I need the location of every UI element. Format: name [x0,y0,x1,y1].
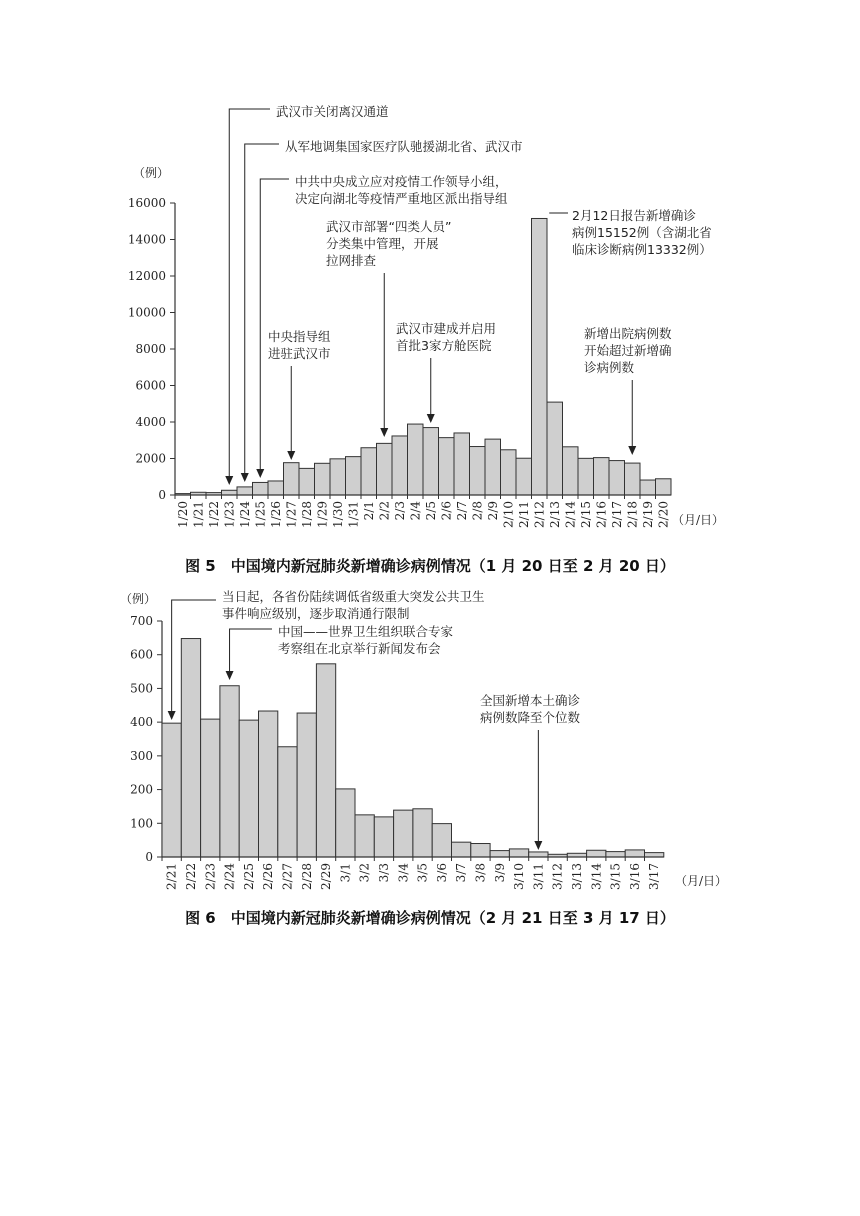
y-tick-label: 8000 [135,342,166,356]
bar [529,852,548,857]
annotation-leader [230,629,272,673]
x-tick-label: 2/14 [563,501,578,528]
bar [656,479,672,495]
bar [336,789,355,857]
annotation-arrowhead [168,711,176,720]
annotation-text: 新增出院病例数 [584,326,672,341]
x-tick-label: 2/21 [164,863,179,890]
y-unit-label: （例） [120,592,157,606]
bar [563,447,579,495]
annotation-arrowhead [427,414,435,423]
annotation-arrowhead [225,476,233,485]
bar [237,487,253,495]
bar [392,436,408,495]
y-tick-label: 700 [130,614,153,628]
x-tick-label: 1/28 [299,501,314,528]
annotation-text: 事件响应级别，逐步取消通行限制 [222,606,410,621]
bar [201,719,220,857]
x-tick-label: 2/17 [609,501,624,528]
x-axis-label: （月/日） [672,513,725,527]
y-tick-label: 12000 [127,269,166,283]
figure-6-chart [120,589,727,927]
bar [330,459,346,495]
bar [162,723,181,857]
bar [377,443,393,495]
x-tick-label: 2/28 [299,863,314,890]
x-tick-label: 3/4 [396,863,411,883]
x-tick-label: 2/16 [594,501,609,528]
bar [374,817,393,857]
annotation-text: 武汉市部署“四类人员” [326,219,452,234]
y-tick-label: 2000 [135,451,166,466]
bar [471,844,490,857]
bar [625,850,644,857]
bar [253,482,269,495]
annotation-text: 首批3家方舱医院 [396,338,492,353]
y-tick-label: 100 [130,816,153,831]
annotation-leader [260,179,289,471]
x-tick-label: 3/2 [357,863,372,883]
bar [547,402,563,495]
annotation-leader [245,144,279,475]
x-tick-label: 2/12 [532,501,547,528]
x-tick-label: 2/13 [547,501,562,528]
bar [394,810,413,857]
annotation-text: 中国——世界卫生组织联合专家 [278,624,454,639]
x-tick-label: 3/8 [473,863,488,883]
x-tick-label: 2/6 [439,501,454,521]
bar [516,458,532,495]
bar [432,824,451,857]
y-tick-label: 0 [158,488,166,502]
x-tick-label: 2/9 [485,501,500,521]
x-tick-label: 2/22 [183,863,198,890]
y-tick-label: 14000 [127,232,166,247]
x-tick-label: 3/16 [627,863,642,890]
annotation-text: 武汉市关闭离汉通道 [276,104,389,119]
x-tick-label: 2/3 [392,501,407,521]
annotation-arrowhead [256,469,264,478]
x-tick-label: 1/29 [315,501,330,528]
bar [278,747,297,857]
x-tick-label: 3/7 [454,863,469,883]
y-tick-label: 600 [130,647,153,662]
annotation-arrowhead [628,446,636,455]
bar [485,439,501,495]
y-tick-label: 200 [130,782,153,797]
figure-caption: 图 5 中国境内新冠肺炎新增确诊病例情况（1 月 20 日至 2 月 20 日） [185,557,675,575]
y-tick-label: 16000 [127,196,166,210]
x-tick-label: 1/27 [284,501,299,528]
bar [222,490,238,495]
y-tick-label: 300 [130,748,153,763]
x-tick-label: 3/17 [647,863,662,890]
x-tick-label: 2/19 [640,501,655,528]
y-tick-label: 6000 [135,378,166,393]
annotation-text: 武汉市建成并启用 [396,321,497,336]
bar [645,853,664,857]
x-tick-label: 2/10 [501,501,516,528]
x-tick-label: 3/14 [589,863,604,890]
bar [268,481,284,495]
annotation-text: 考察组在北京举行新闻发布会 [278,641,441,656]
x-axis-label: （月/日） [675,874,728,888]
annotation-text: 分类集中管理，开展 [326,236,439,251]
x-tick-label: 3/13 [569,863,584,890]
bar [501,450,517,495]
annotation-leader [229,109,270,478]
bar [220,686,239,857]
bar [609,461,625,495]
annotation-text: 当日起，各省份陆续调低省级重大突发公共卫生 [222,589,485,604]
x-tick-label: 3/6 [434,863,449,883]
x-tick-label: 2/8 [470,501,485,521]
bar [452,842,471,857]
annotation-arrowhead [241,473,249,482]
annotation-text: 决定向湖北等疫情严重地区派出指导组 [295,191,508,206]
annotation-text: 从军地调集国家医疗队驰援湖北省、武汉市 [285,139,523,154]
bar [625,463,641,495]
x-tick-label: 2/23 [203,863,218,890]
bar [578,458,594,495]
annotation-text: 诊病例数 [584,360,635,375]
y-tick-label: 0 [145,850,153,864]
bar [470,447,486,495]
bar [509,849,528,857]
bar [606,852,625,857]
figure-5-chart [128,104,724,575]
bar [408,424,424,495]
bar [297,713,316,857]
bar [640,480,656,495]
x-tick-label: 3/12 [550,863,565,890]
y-tick-label: 400 [130,715,153,730]
x-tick-label: 1/20 [175,501,190,528]
x-tick-label: 2/18 [625,501,640,528]
annotation-text: 开始超过新增确 [584,343,672,358]
bar [439,438,455,495]
x-tick-label: 2/1 [361,501,376,521]
x-tick-label: 2/4 [408,501,423,521]
annotation-text: 病例数降至个位数 [480,710,581,725]
y-tick-label: 4000 [135,415,166,429]
annotation-arrowhead [287,451,295,460]
x-tick-label: 1/24 [237,501,252,528]
bar [181,639,200,857]
bar [594,458,610,495]
annotation-text: 病例15152例（含湖北省 [572,225,712,240]
x-tick-label: 3/5 [415,863,430,883]
bar [316,664,335,857]
x-tick-label: 3/9 [492,863,507,883]
x-tick-label: 2/29 [319,863,334,890]
annotation-arrowhead [534,841,542,850]
bar [239,720,258,857]
x-tick-label: 1/26 [268,501,283,528]
bar [355,815,374,857]
annotation-arrowhead [226,671,234,680]
x-tick-label: 2/26 [261,863,276,890]
x-tick-label: 1/30 [330,501,345,528]
x-tick-label: 2/2 [377,501,392,521]
annotation-arrowhead [380,428,388,437]
x-tick-label: 2/15 [578,501,593,528]
x-tick-label: 2/24 [222,863,237,890]
x-tick-label: 2/7 [454,501,469,521]
bar [284,463,300,495]
x-tick-label: 2/25 [241,863,256,890]
figure-caption: 图 6 中国境内新冠肺炎新增确诊病例情况（2 月 21 日至 3 月 17 日） [185,909,675,927]
annotation-text: 全国新增本土确诊 [480,693,581,708]
x-tick-label: 1/25 [253,501,268,528]
x-tick-label: 3/15 [608,863,623,890]
bar [259,711,278,857]
x-tick-label: 3/10 [512,863,527,890]
y-tick-label: 10000 [127,305,166,320]
annotation-text: 临床诊断病例13332例） [572,242,712,257]
bar [532,218,548,495]
bar [361,448,377,495]
bar [315,463,331,495]
annotation-text: 中央指导组 [268,329,331,344]
x-tick-label: 1/22 [206,501,221,528]
x-tick-label: 1/31 [346,501,361,528]
annotation-text: 2月12日报告新增确诊 [572,208,696,223]
y-tick-label: 500 [130,681,153,696]
y-unit-label: （例） [133,166,170,180]
x-tick-label: 2/20 [656,501,671,528]
annotation-text: 拉网排查 [326,253,377,268]
x-tick-label: 3/1 [338,863,353,883]
bar [299,468,315,495]
bar [587,850,606,857]
x-tick-label: 2/5 [423,501,438,521]
annotation-text: 进驻武汉市 [268,346,331,361]
bar [346,457,362,495]
x-tick-label: 3/11 [531,863,546,890]
x-tick-label: 3/3 [376,863,391,883]
bar [490,851,509,857]
annotation-text: 中共中央成立应对疫情工作领导小组， [295,174,508,189]
x-tick-label: 1/21 [191,501,206,528]
bar [454,433,470,495]
x-tick-label: 2/11 [516,501,531,528]
bar [423,428,439,495]
bar [413,809,432,857]
x-tick-label: 1/23 [222,501,237,528]
x-tick-label: 2/27 [280,863,295,890]
